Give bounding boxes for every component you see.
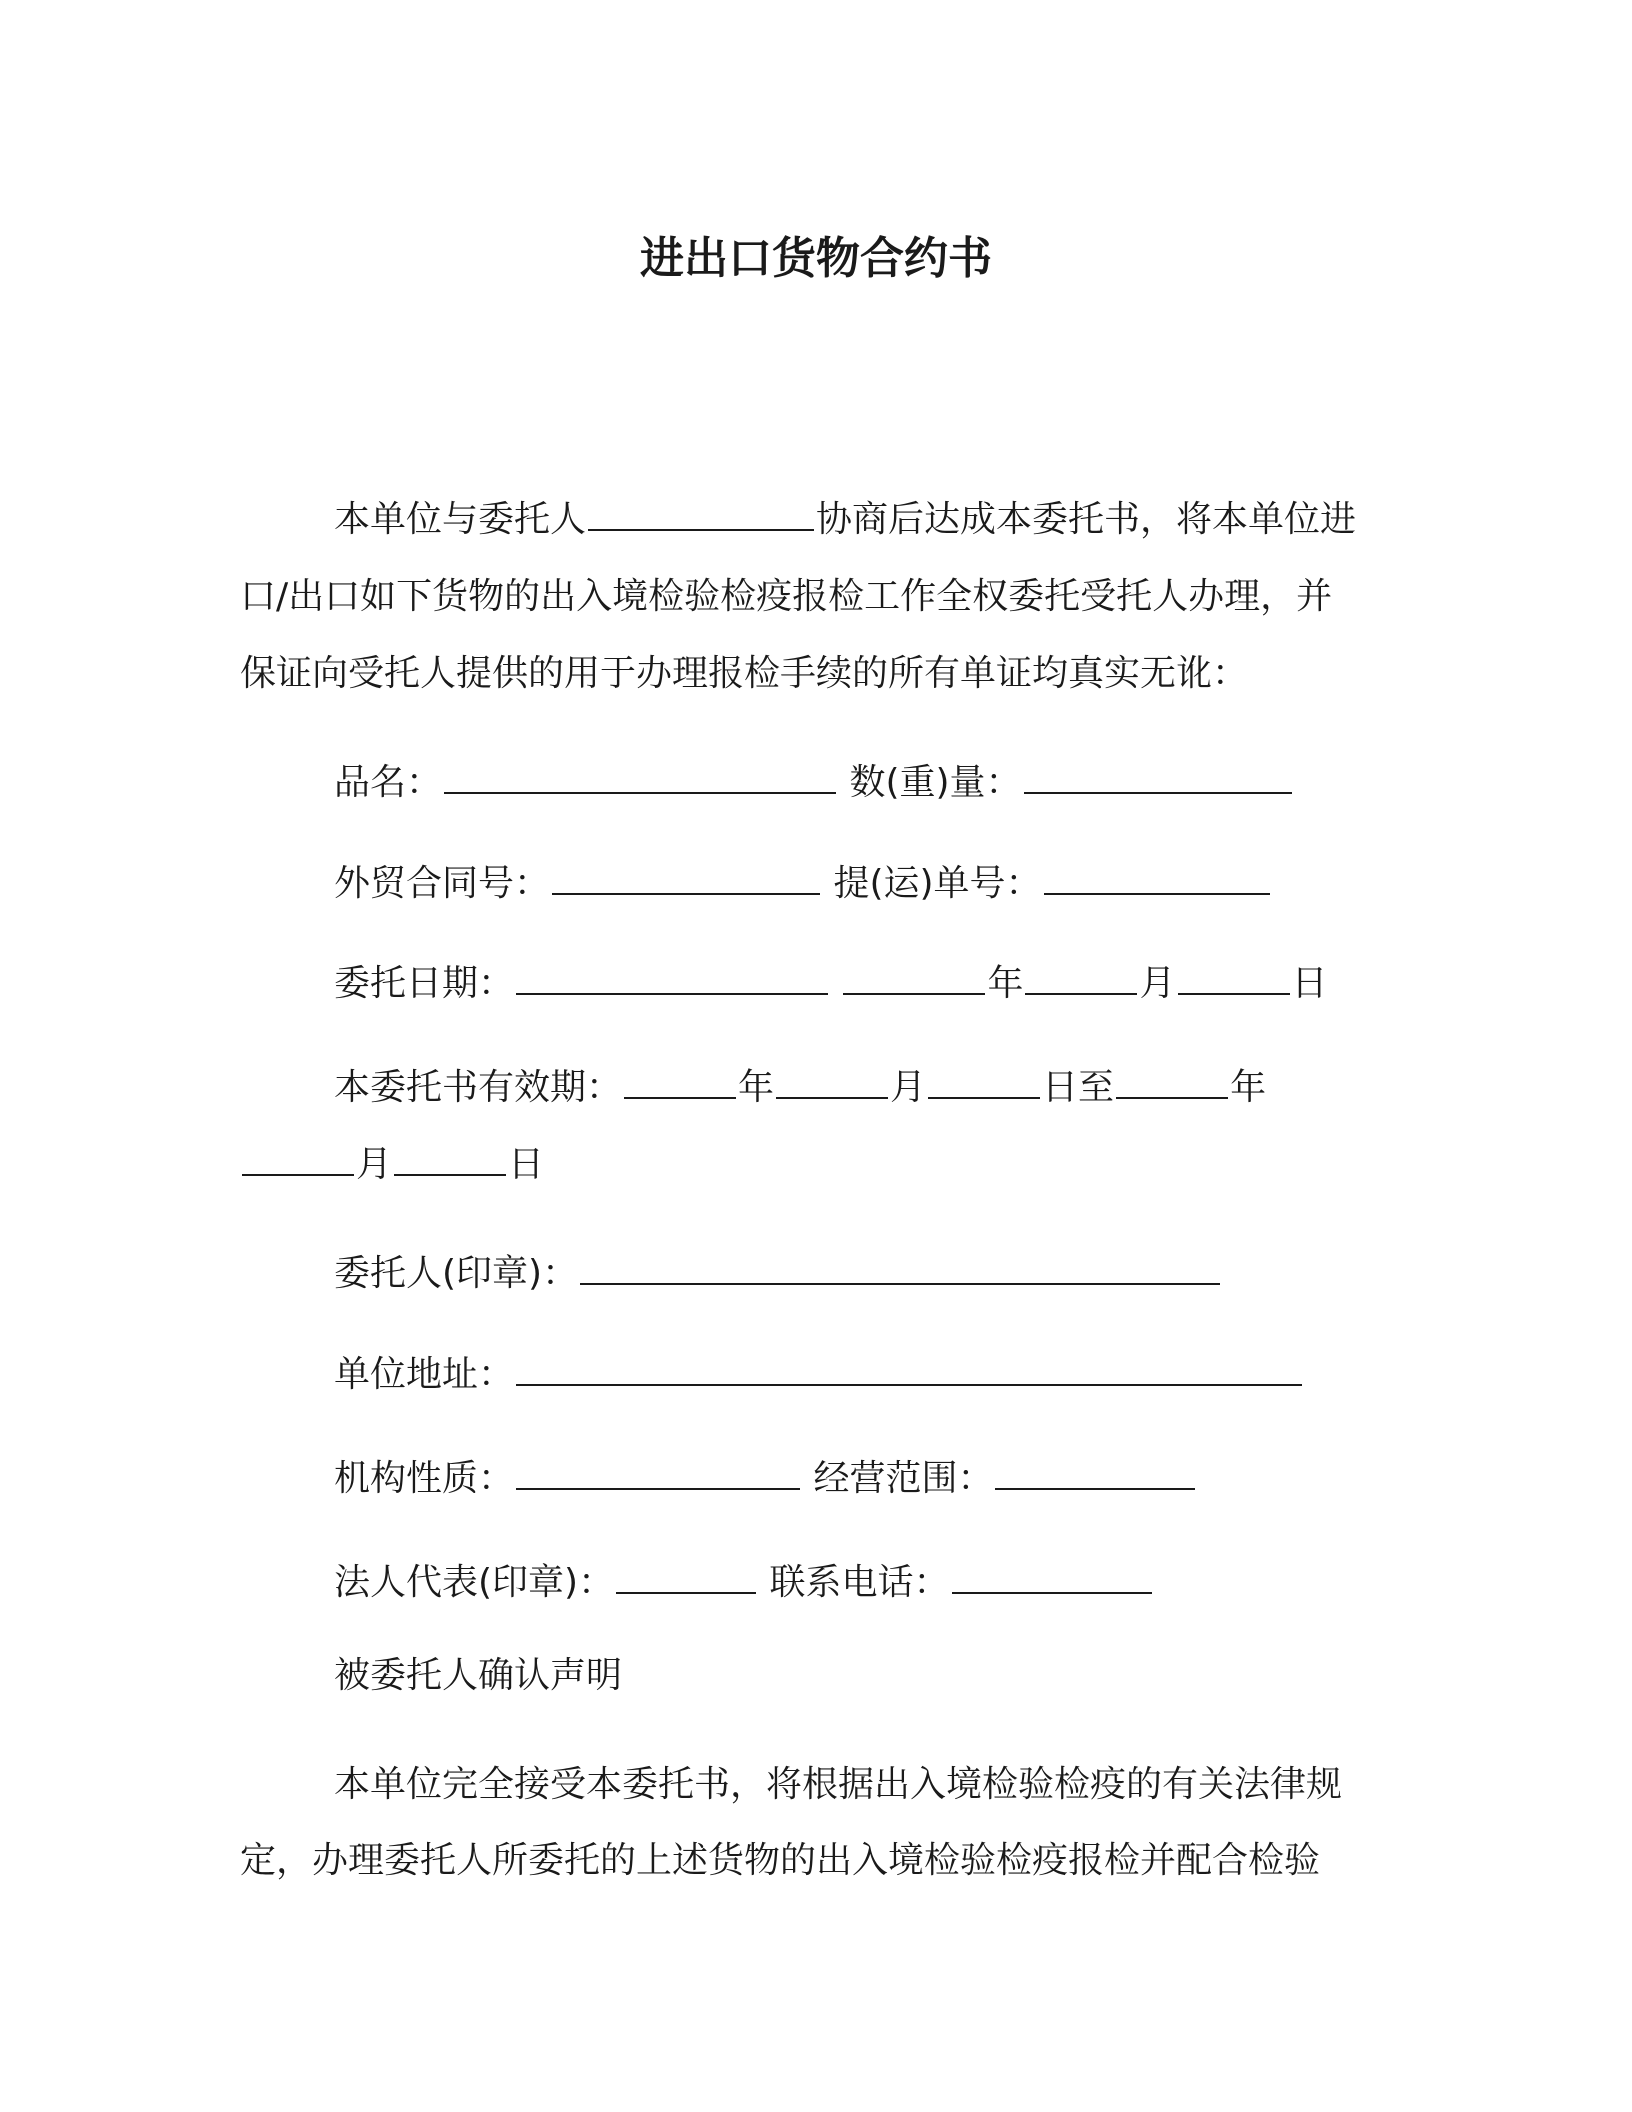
bill-no-blank[interactable] <box>1044 867 1270 895</box>
para1-line1-a: 本单位与委托人 <box>334 499 587 540</box>
para1-line1 <box>334 499 1357 540</box>
commission-year-blank[interactable] <box>843 967 985 995</box>
contract-no-label: 外贸合同号： <box>334 863 551 904</box>
phone-label: 联系电话： <box>769 1562 950 1603</box>
validity-start-year-blank[interactable] <box>624 1071 736 1099</box>
address-line <box>334 1354 1304 1395</box>
validity-end-day-label: 日 <box>508 1144 545 1185</box>
document-title: 进出口货物合约书 <box>640 233 992 284</box>
validity-end-year-label: 年 <box>1230 1067 1267 1108</box>
quantity-blank[interactable] <box>1024 766 1292 794</box>
month-label: 月 <box>1139 963 1176 1004</box>
product-name-label: 品名： <box>334 762 443 803</box>
principal-seal-label: 委托人(印章)： <box>334 1253 579 1294</box>
principal-name-blank[interactable] <box>588 503 814 531</box>
commission-date-blank[interactable] <box>516 967 828 995</box>
validity-start-day-blank[interactable] <box>928 1071 1040 1099</box>
validity-year-label: 年 <box>738 1067 775 1108</box>
para1-line2: 口/出口如下货物的出入境检验检疫报检工作全权委托受托人办理，并 <box>240 576 1333 617</box>
product-line <box>334 762 1294 803</box>
commission-date-line <box>334 963 1328 1004</box>
org-line <box>334 1458 1197 1499</box>
confirm-heading: 被委托人确认声明 <box>334 1655 623 1696</box>
phone-blank[interactable] <box>952 1566 1152 1594</box>
validity-day-to-label: 日至 <box>1042 1067 1115 1108</box>
validity-start-month-blank[interactable] <box>776 1071 888 1099</box>
product-name-blank[interactable] <box>444 766 836 794</box>
validity-month-label: 月 <box>890 1067 927 1108</box>
validity-end-year-blank[interactable] <box>1116 1071 1228 1099</box>
legal-rep-line <box>334 1562 1154 1603</box>
contract-line <box>334 863 1272 904</box>
legal-rep-label: 法人代表(印章)： <box>334 1562 615 1603</box>
commission-month-blank[interactable] <box>1025 967 1137 995</box>
org-nature-blank[interactable] <box>516 1462 800 1490</box>
validity-line2 <box>240 1144 545 1185</box>
principal-seal-line <box>334 1253 1222 1294</box>
para1-line3: 保证向受托人提供的用于办理报检手续的所有单证均真实无讹： <box>240 653 1249 694</box>
para2-line1: 本单位完全接受本委托书，将根据出入境检验检疫的有关法律规 <box>334 1764 1343 1805</box>
validity-end-month-blank[interactable] <box>242 1148 354 1176</box>
para2-line2: 定，办理委托人所委托的上述货物的出入境检验检疫报检并配合检验 <box>240 1840 1321 1881</box>
validity-end-month-label: 月 <box>356 1144 393 1185</box>
day-label: 日 <box>1291 963 1328 1004</box>
address-label: 单位地址： <box>334 1354 515 1395</box>
business-scope-label: 经营范围： <box>813 1458 994 1499</box>
business-scope-blank[interactable] <box>995 1462 1195 1490</box>
quantity-label: 数(重)量： <box>849 762 1022 803</box>
commission-day-blank[interactable] <box>1178 967 1290 995</box>
para1-line1-b: 协商后达成本委托书，将本单位进 <box>816 499 1357 540</box>
address-blank[interactable] <box>516 1358 1302 1386</box>
validity-end-day-blank[interactable] <box>394 1148 506 1176</box>
org-nature-label: 机构性质： <box>334 1458 515 1499</box>
principal-seal-blank[interactable] <box>580 1257 1220 1285</box>
year-label: 年 <box>987 963 1024 1004</box>
contract-no-blank[interactable] <box>552 867 820 895</box>
validity-line1 <box>334 1067 1267 1108</box>
bill-no-label: 提(运)单号： <box>833 863 1042 904</box>
validity-label: 本委托书有效期： <box>334 1067 623 1108</box>
commission-date-label: 委托日期： <box>334 963 515 1004</box>
legal-rep-blank[interactable] <box>616 1566 756 1594</box>
